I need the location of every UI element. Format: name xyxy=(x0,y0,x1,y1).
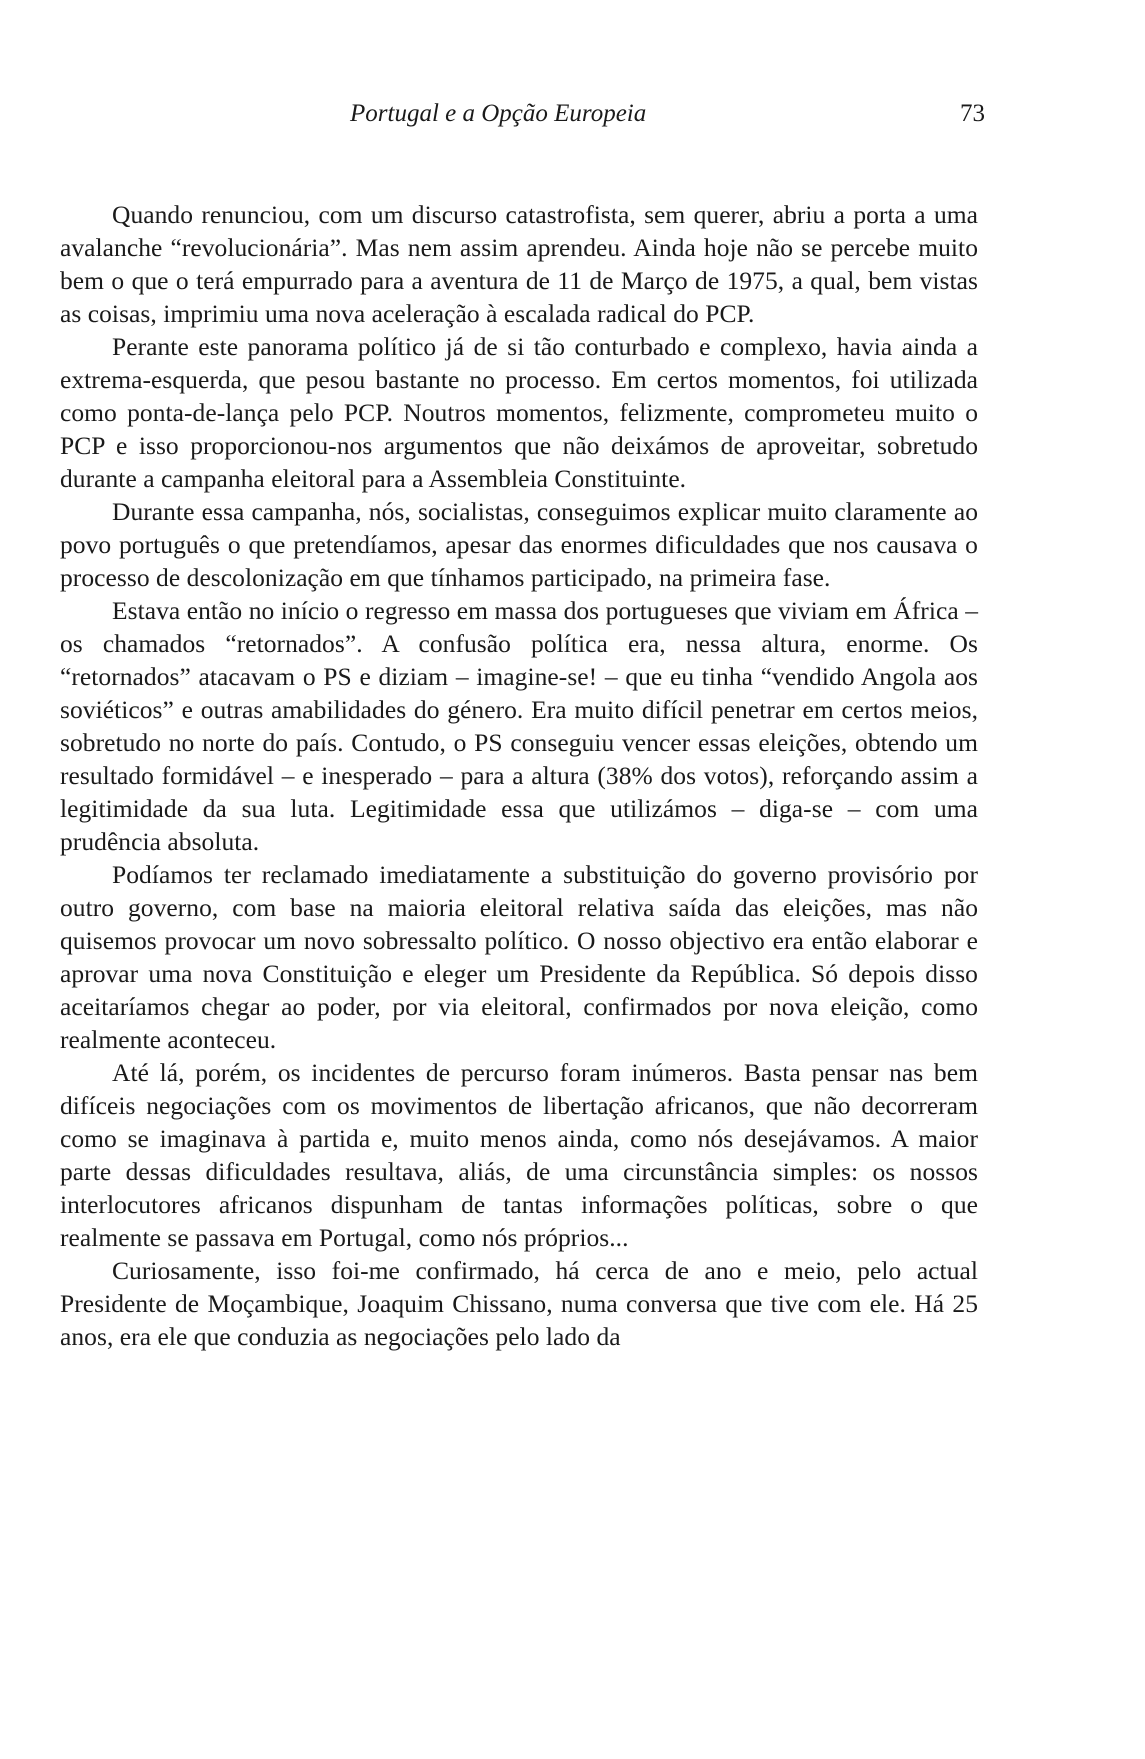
paragraph: Quando renunciou, com um discurso catastrofista, sem querer, abriu a porta a uma avalanche “revolucionária”. Mas nem assim aprendeu. Ainda hoje não se percebe muito bem o que o terá empurrado para a aventura de 11 de Março de 1975, a qual, bem vistas as coisas, imprimiu uma nova aceleração à escalada radical do PCP. xyxy=(60,200,978,328)
page-number: 73 xyxy=(960,100,985,127)
body-text xyxy=(60,198,978,1353)
running-title: Portugal e a Opção Europeia xyxy=(350,100,647,127)
paragraph: Podíamos ter reclamado imediatamente a substituição do governo provisório por outro governo, com base na maioria eleitoral relativa saída das eleições, mas não quisemos provocar um novo sobressalto político. O nosso objectivo era então elaborar e aprovar uma nova Constituição e eleger um Presidente da República. Só depois disso aceitaríamos chegar ao poder, por via eleitoral, confirmados por nova eleição, como realmente aconteceu. xyxy=(60,860,978,1054)
paragraph: Curiosamente, isso foi-me confirmado, há cerca de ano e meio, pelo actual Presidente de Moçambique, Joaquim Chissano, numa conversa que tive com ele. Há 25 anos, era ele que conduzia as negociações pelo lado da xyxy=(60,1256,978,1351)
paragraph: Estava então no início o regresso em massa dos portugueses que viviam em África – os chamados “retornados”. A confusão política era, nessa altura, enorme. Os “retornados” atacavam o PS e diziam – imagine-se! – que eu tinha “vendido Angola aos soviéticos” e outras amabilidades do género. Era muito difícil penetrar em certos meios, sobretudo no norte do país. Contudo, o PS conseguiu vencer essas eleições, obtendo um resultado formidável – e inesperado – para a altura (38% dos votos), reforçando assim a legitimidade da sua luta. Legitimidade essa que utilizámos – diga-se – com uma prudência absoluta. xyxy=(60,596,978,856)
paragraph: Durante essa campanha, nós, socialistas, conseguimos explicar muito claramente ao povo português o que pretendíamos, apesar das enormes dificuldades que nos causava o processo de descolonização em que tínhamos participado, na primeira fase. xyxy=(60,497,978,592)
paragraph: Até lá, porém, os incidentes de percurso foram inúmeros. Basta pensar nas bem difíceis negociações com os movimentos de libertação africanos, que não decorreram como se imaginava à partida e, muito menos ainda, como nós desejávamos. A maior parte dessas dificuldades resultava, aliás, de uma circunstância simples: os nossos interlocutores africanos dispunham de tantas informações políticas, sobre o que realmente se passava em Portugal, como nós próprios... xyxy=(60,1058,978,1252)
running-head xyxy=(60,100,985,140)
paragraph: Perante este panorama político já de si tão conturbado e complexo, havia ainda a extrema-esquerda, que pesou bastante no processo. Em certos momentos, foi utilizada como ponta-de-lança pelo PCP. Noutros momentos, felizmente, comprometeu muito o PCP e isso proporcionou-nos argumentos que não deixámos de aproveitar, sobretudo durante a campanha eleitoral para a Assembleia Constituinte. xyxy=(60,332,978,493)
